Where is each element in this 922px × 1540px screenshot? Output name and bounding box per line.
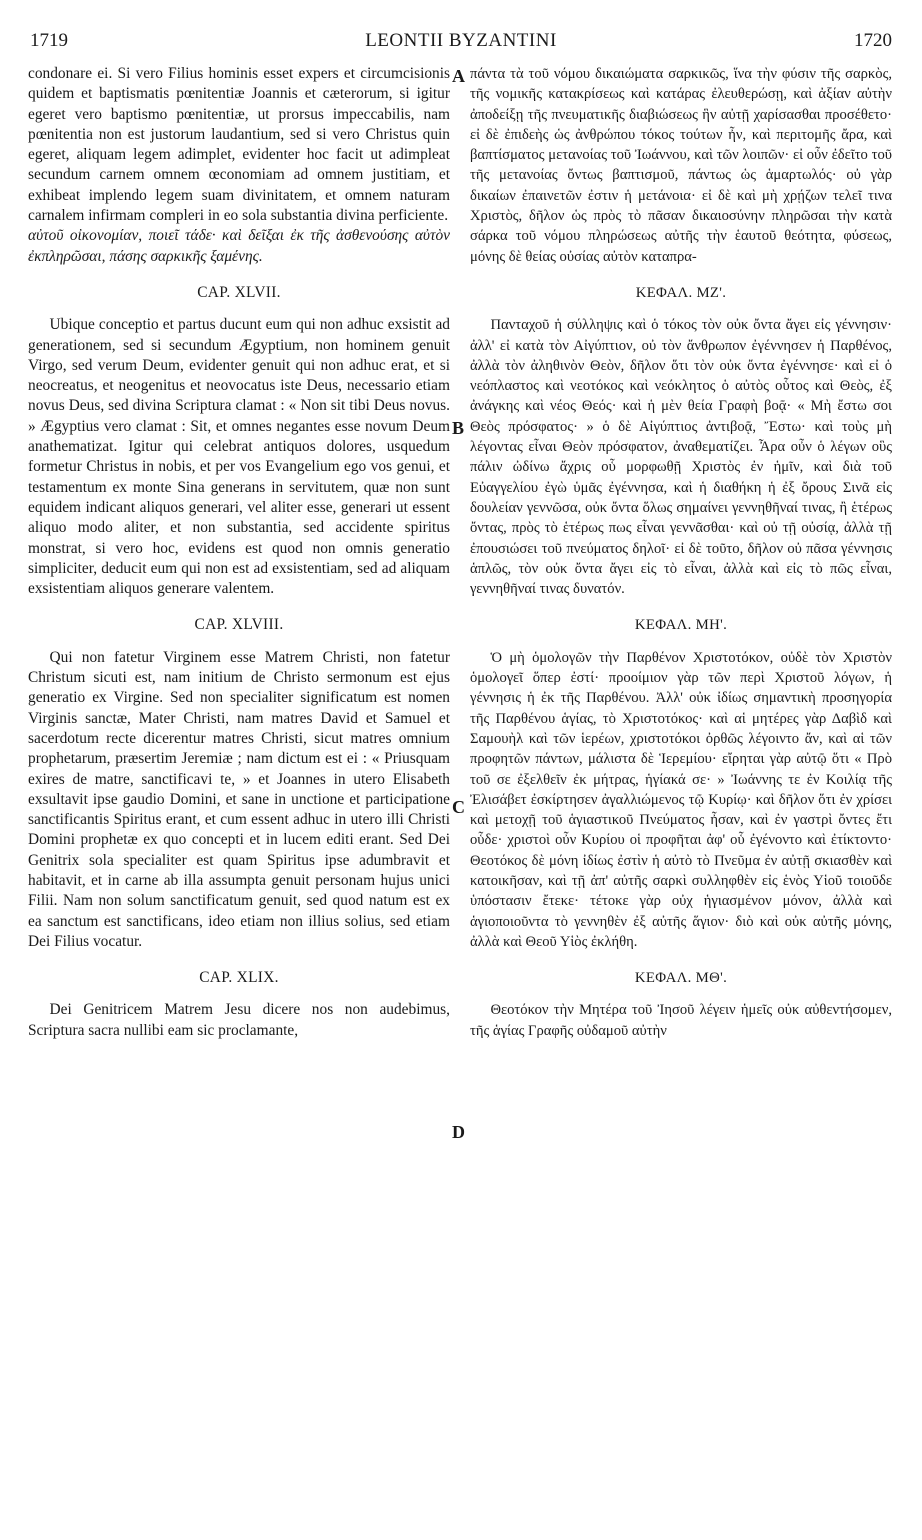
latin-paragraph-48: Qui non fatetur Virginem esse Matrem Christi, non fatetur Christum sicuti est, nam initium de Christo sermonum est ejus generatio ex Virgine. Sed non specialiter significatum est nomen Virginis sanctæ, Mater Christi, nam matres David et Samuel et sacerdotum recte dicerentur matres Christi, sicut matres omnium prophetarum, præsertim Jeremiæ ; nam dictum est ei : « Priusquam exires de matre, sanctificavi te, » et Joannes in utero Elisabeth exsultavit ipse gaudio Domini, et sane in unctione et participatione sanctificantis Spiritus erant, et cum essent adhuc in utero illi Christi Domini prophetæ ex quo concepti et in lucem editi erant. Sed Dei Genitrix sola specialiter est quam Spiritus ipse adumbravit et habitavit, et in carne ab illa assumpta genuit personam hujus unici Filii. Nam non solum sanctificatum genuit, sed quod natum est ex ea sanctum est sanctificans, ideo etiam non illius solius, sed etiam Dei Filius vocatur. xyxy=(28,648,450,950)
greek-intro: πάντα τὰ τοῦ νόμου δικαιώματα σαρκικῶς, ἵνα τὴν φύσιν τῆς σαρκὸς, τῆς νομικῆς κατακρίσεως καὶ κατάρας ἐλευθερώσῃ, καὶ ἀξίαν αὐτὴν ἀποδείξῃ τῆς πνευματικῆς διαβιώσεως ἣν αὐτῇ χαρίσασθαι προσέθετο· εἰ δὲ ἐπιδεὴς ὡς ἀνθρώπου τόκος τούτων ἦν, καὶ περιτομῆς ἄρα, καὶ βαπτίσματος μετανοίας τοῦ Ἰωάννου, καὶ τῶν λοιπῶν· εἰ οὖν ἐδεῖτο τοῦ τῆς μετανοίας ὄντως βαπτισμοῦ, πάντως ὡς ἁμαρτωλός· οὐ γὰρ δικαίων ἐπαινετῶν ἐστιν ἡ μετάνοια· εἰ δὲ καὶ μὴ χρῄζων τελεῖ τινα Χριστὸς, δῆλον ὡς πρὸς τὸ πᾶσαν δικαιοσύνην πληρῶσαι τὴν κατὰ σάρκα τοῦ νόμου πληρώσεως αὐτῆς τὴν ἑαυτοῦ θεότητα, φύσεως, μόνης δὲ θείας οὐσίας αὐτὸν καταπρα- xyxy=(470,66,892,265)
greek-overflow-line: αὐτοῦ οἰκονομίαν, ποιεῖ τάδε· καὶ δεῖξαι ἐκ τῆς ἀσθενούσης αὐτὸν ἐκπληρῶσαι, πάσης σαρκικῆς ξαμένης. xyxy=(28,227,450,265)
latin-cap-47: CAP. XLVII. xyxy=(197,283,281,301)
greek-column xyxy=(470,64,892,1530)
latin-cap-48: CAP. XLVIII. xyxy=(194,616,284,634)
greek-cap-48: ΚΕΦΑΛ. ΜΗ'. xyxy=(634,617,728,634)
greek-cap-47: ΚΕΦΑΛ. ΜΖ'. xyxy=(635,284,727,301)
page-number-right: 1720 xyxy=(854,30,892,51)
latin-cap-49: CAP. XLIX. xyxy=(199,969,279,987)
latin-intro: condonare ei. Si vero Filius hominis esset expers et circumcisionis quidem et baptismatis pœnitentiæ Joannis et cæterorum, si igitur egeret vero baptismo pœnitentiæ, ut prorsus impeccabilis, nam pœnitentia non est justorum laudantium, sed si vero Christus quin egeret, aliquam legem adimplet, evidenter hoc facit ut adimpleat secundum carnem omnem œconomiam ad omnem justitiam, et exhibeat implendo legem suam divinitatem, et omnem naturam carnalem infirmam compleri in eo sola substantia divina perficiente. xyxy=(28,65,450,225)
greek-paragraph-47: Πανταχοῦ ἡ σύλληψις καὶ ὁ τόκος τὸν οὐκ ὄντα ἄγει εἰς γέννησιν· ἀλλ' εἰ κατὰ τὸν Αἰγύπτιον, οὐ τὸν ἄνθρωπον ἐγέννησεν ἡ Παρθένος, ἀλλὰ τὸν ἀληθινὸν Θεὸν, δῆλον ὅτι τὸν οὐκ ὄντα ἐγέννησε· καὶ εἰ ὁ νεόπλαστος καὶ νεοτόκος καὶ νεόκλητος ὁ αὐτὸς οὗτος καὶ Θεὸς, ἐξ ἀνάγκης καὶ νέος Θεός· καὶ ἡ μὲν θεία Γραφὴ βοᾷ· « Μὴ ἔστω σοι Θεὸς πρόσφατος· » ὁ δὲ Αἰγύπτιος ἀντιβοᾷ, Ἔστω· καὶ τοὺς μὴ λέγοντας εἶναι Θεὸν πρόσφατον, ἀναθεματίζει. Ἆρα οὖν ὁ λέγων οὓς πάλιν ὠδίνω ἄχρις οὗ μορφωθῇ Χριστὸς ἐν ἡμῖν, καὶ διὰ τοῦ Εὐαγγελίου ἐγὼ ὑμᾶς ἐγέννησα, καὶ ἡ διαθήκη ἡ ἐξ ὄρους Σινᾶ εἰς δουλείαν γεννῶσα, οὐκ ὄντα ὅλως σημαίνει γεννηθῆναί τινας, ἢ ἑτέρως ὄντας, πρὸς τὸ ἑτέρως πως εἶναι γεννᾶσθαι· καὶ οὐ τῇ οὐσίᾳ, ἀλλὰ τῇ ἐπουσιώσει τοῦ πνεύματος δηλοῖ· εἰ δὲ τοῦτο, δῆλον οὐ πᾶσα γέννησις ἁπλῶς, τὸν οὐκ ὄντα ἄγει εἰς τὸ εἶναι, ἀλλὰ καὶ εἰς τὸ πῶς εἶναι, γεννηθῆναί τινας δυνατόν. xyxy=(470,317,892,598)
greek-cap-49: ΚΕΦΑΛ. ΜΘ'. xyxy=(634,970,728,987)
latin-paragraph-47: Ubique conceptio et partus ducunt eum qui non adhuc exsistit ad generationem, sed si secundum Ægyptium, non hominem genuit Virgo, sed verum Deum, evidenter genuit qui non adhuc erat, et si neocreatus, et neogenitus et neovocatus iste Deus, necessario etiam novus Deus, sed divina Scriptura clamat : « Non sit tibi Deus novus. » Ægyptius vero clamat : Sit, et omnes negantes esse novum Deum anathematizat. Igitur qui celebrat antiquos dolores, usquedum formetur Christus in nobis, et per vos Evangelium ego vos genui, et testamentum ex monte Sina generans in servitutem, quæ non sunt equidem indicant aliquos generari, vel aliter esse, generari ut essent aliquo modo aliter, et non substantia, sed accidente spiritus monstrat, si vero hoc, evidens est quod non omnis generatio simpliciter, deducit eum qui non est ad exsistentiam, sed ad aliquam exsistentiam aliquos generare valentem. xyxy=(28,316,450,598)
margin-marker-a: A xyxy=(452,66,465,86)
greek-paragraph-49: Θεοτόκον τὴν Μητέρα τοῦ Ἰησοῦ λέγειν ἡμεῖς οὐκ αὐθεντήσομεν, τῆς ἁγίας Γραφῆς οὐδαμοῦ αὐτὴν xyxy=(470,1002,892,1039)
running-title: LEONTII BYZANTINI xyxy=(365,30,557,51)
page-number-left: 1719 xyxy=(30,30,68,51)
greek-paragraph-48: Ὁ μὴ ὁμολογῶν τὴν Παρθένον Χριστοτόκον, οὐδὲ τὸν Χριστὸν ὁμολογεῖ ὅπερ ἐστί· προοίμιον γὰρ τῶν περὶ Χριστοῦ λόγων, ἡ γέννησις ἡ ἐκ τῆς Παρθένου. Ἀλλ' οὐκ ἰδίως σημαντικὴ προσηγορία τῆς Παρθένου ἁγίας, τὸ Χριστοτόκος· καὶ αἱ μητέρες γὰρ Δαβὶδ καὶ Σαμουὴλ καὶ τῶν ἱερέων, χριστοτόκοι ὀρθῶς λέγοιντο ἄν, καὶ αἱ τῶν προφητῶν πάντων, μάλιστα δὲ Ἱερεμίου· εἴρηται γὰρ αὐτῷ ὅτι « Πρὸ τοῦ σε ἐξελθεῖν ἐκ μήτρας, ἡγίακά σε· » Ἰωάννης τε ἐν Κοιλίᾳ τῆς Ἐλισάβετ ἐσκίρτησεν ἀγαλλιώμενος τῷ Κυρίῳ· καὶ δῆλον ὅτι ἐν χρίσει καὶ μετοχῇ τοῦ ἁγιαστικοῦ Πνεύματος ἦσαν, καὶ ἐν γαστρὶ ὄντες ἔτι οὗδε· χριστοὶ οὖν Κυρίου οἱ προφῆται ἀφ' οὗ ἐγένοντο καὶ ἐτίκτοντο· Θεοτόκος δὲ μόνη ἰδίως ἐστὶν ἡ αὐτὸ τὸ Πνεῦμα ἐν αὐτῇ σκιασθὲν καὶ κατοικῆσαν, καὶ τῇ ἀπ' αὐτῆς σαρκὶ συλληφθὲν εἰς ἑνὸς Υἱοῦ τοιοῦδε ὑπόστασιν ἔτεκε· τέτοκε γὰρ οὐχ ἡγιασμένον μόνον, ἀλλὰ καὶ ἁγιοποιοῦντα τὸ γεννηθὲν ἐξ αὐτῆς ἅγιον· διὸ καὶ οὐκ αὐτῆς μόνης, ἀλλὰ καὶ Θεοῦ Υἱὸς ἐκλήθη. xyxy=(470,649,892,950)
margin-marker-b: B xyxy=(452,418,465,438)
margin-marker-d: D xyxy=(452,1122,465,1142)
page-header xyxy=(30,30,892,58)
margin-marker-c: C xyxy=(452,797,465,817)
latin-column xyxy=(28,64,450,1530)
latin-paragraph-49: Dei Genitricem Matrem Jesu dicere nos non audebimus, Scriptura sacra nullibi eam sic proclamante, xyxy=(28,1001,450,1039)
